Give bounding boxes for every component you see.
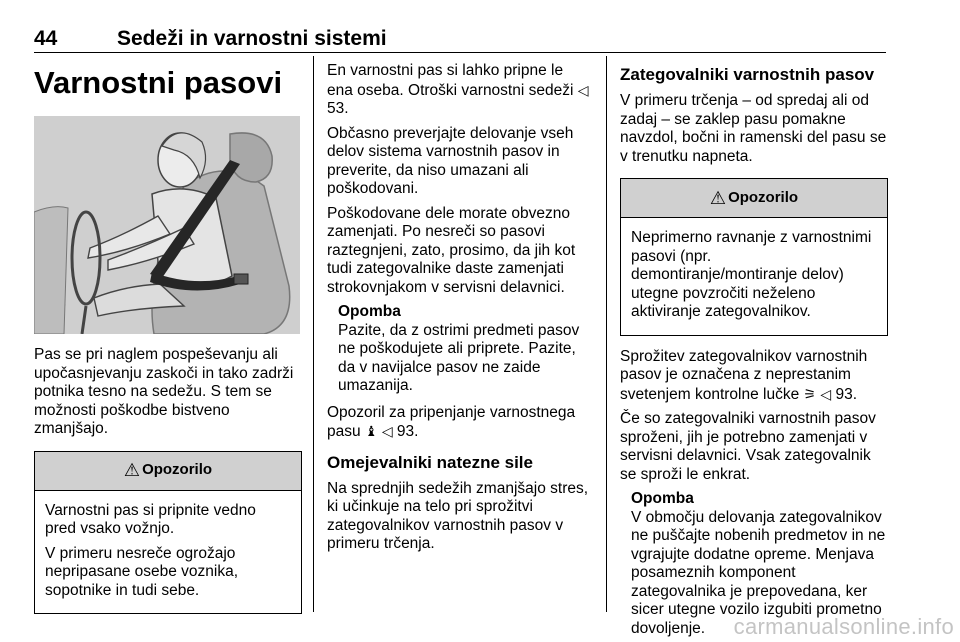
note-block — [327, 303, 591, 396]
warning-triangle-icon: ⚠ — [123, 460, 141, 481]
paragraph — [327, 62, 591, 119]
note-title: Opomba — [338, 303, 401, 320]
note-title: Opomba — [631, 490, 694, 507]
warning-body — [621, 218, 887, 335]
watermark: carmanualsonline.info — [733, 614, 954, 639]
paragraph: Na sprednjih sedežih zmanjšajo stres, ki učinkuje na telo pri sprožitvi zategovalnikov varnostnih pasov v primeru trčenja. — [327, 479, 589, 552]
warning-box — [620, 178, 888, 336]
page-number: 44 — [34, 27, 58, 50]
note-text: Pazite, da z ostrimi predmeti pasov ne poškodujete ali priprete. Pazite, da v navijalce pasov ne zaide umazanija. — [338, 321, 580, 394]
note-text: V območju delovanja zategovalnikov ne puščajte nobenih predmetov in ne vgrajujte dodatne opreme. Menjava posameznih komponent zategovalnika je prepovedana, ker sicer utegne vozilo izgubiti prometno dovoljenje. — [631, 508, 886, 637]
header-rule — [34, 52, 886, 53]
cross-reference-page[interactable]: 93. — [396, 423, 419, 440]
warning-text: V primeru nesreče ogrožajo nepripasane osebe voznika, sopotnike in tudi sebe. — [45, 544, 239, 599]
paragraph: Pas se pri naglem pospeševanju ali upočasnjevanju zaskoči in tako zadrži potnika tesno na sedežu. S tem se možnosti poškodbe bistveno zmanjšajo. — [34, 346, 294, 437]
subheading: Zategovalniki varnostnih pasov — [620, 65, 875, 84]
column-1 — [34, 62, 302, 626]
warning-text: Neprimerno ravnanje z varnostnimi pasovi (npr. demontiranje/montiranje delov) utegne povzročiti neželeno aktiviranje zategovalnikov. — [631, 229, 872, 320]
section-title: Varnostni pasovi — [34, 65, 283, 100]
cross-reference-icon: ◁ — [820, 385, 832, 402]
warning-triangle-icon: ⚠ — [709, 187, 727, 208]
subheading: Omejevalniki natezne sile — [327, 452, 533, 472]
paragraph-text: Sprožitev zategovalnikov varnostnih pasov je označena z neprestanim svetenjem kontrolne lučke — [620, 347, 868, 403]
cross-reference-page[interactable]: 93. — [835, 385, 858, 403]
paragraph-text: Opozoril za pripenjanje varnostnega pasu — [327, 403, 576, 440]
column-divider-1 — [313, 56, 314, 612]
paragraph: Če so zategovalniki varnostnih pasov sproženi, jih je potrebno zamenjati v servisni delavnici. Vsak zategovalnik se sproži le enkrat. — [620, 410, 876, 483]
chapter-title: Sedeži in varnostni sistemi — [117, 27, 387, 50]
paragraph-text: En varnostni pas si lahko pripne le ena oseba. Otroški varnostni sedeži — [327, 62, 574, 99]
warning-body — [35, 491, 301, 614]
cross-reference-icon: ◁ — [381, 423, 393, 439]
cross-reference-page[interactable]: 53. — [327, 100, 349, 117]
column-3 — [620, 62, 888, 642]
paragraph — [327, 404, 591, 442]
seatbelt-reminder-icon: ♝ — [364, 423, 378, 439]
paragraph: V primeru trčenja – od spredaj ali od zadaj – se zaklep pasu pomakne navzdol, bočni in ramenski del pasu se v trenutku napneta. — [620, 92, 887, 165]
warning-header — [621, 179, 887, 218]
warning-box — [34, 451, 302, 615]
warning-text: Varnostni pas si pripnite vedno pred vsako vožnjo. — [45, 501, 256, 537]
paragraph: Poškodovane dele morate obvezno zamenjati. Po nesreči so pasovi raztegnjeni, zato, prosimo, da jih kot tudi zategovalnike daste zamenjati strokovnjakom v servisni delavnici. — [327, 204, 576, 296]
warning-title: Opozorilo — [728, 188, 799, 206]
cross-reference-icon: ◁ — [577, 81, 589, 98]
column-2 — [327, 62, 591, 560]
column-divider-2 — [606, 56, 607, 612]
airbag-lamp-icon: ⚞ — [803, 385, 817, 402]
warning-title: Opozorilo — [142, 461, 213, 479]
paragraph — [620, 348, 888, 405]
driver-seatbelt-illustration — [34, 116, 300, 334]
warning-header — [35, 452, 301, 491]
paragraph: Občasno preverjajte delovanje vseh delov sistema varnostnih pasov in preverite, da niso umazani ali poškodovani. — [327, 124, 574, 197]
